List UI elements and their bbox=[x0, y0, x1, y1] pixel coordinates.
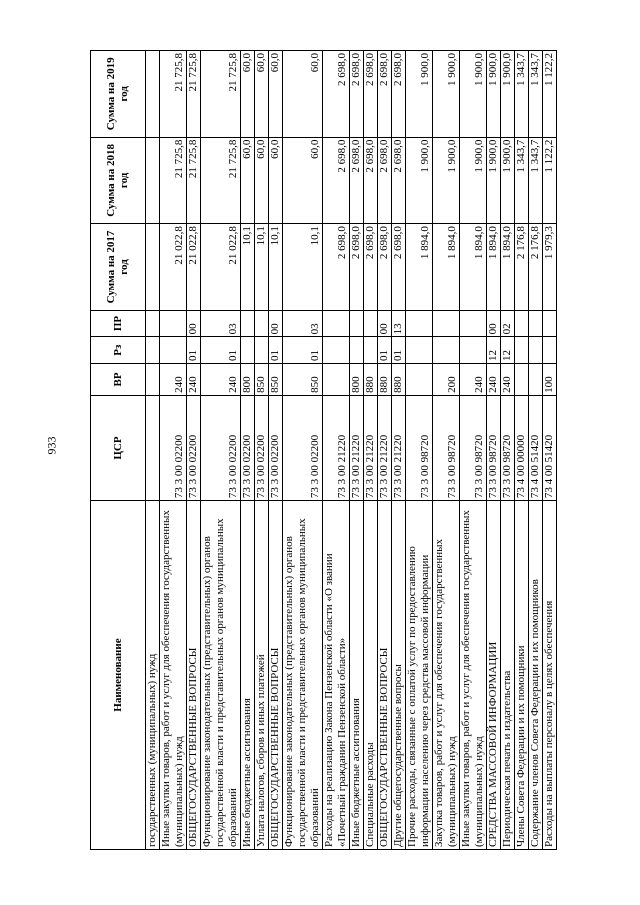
cell-vr: 240 bbox=[487, 363, 501, 395]
cell-2018: 21 725,8 bbox=[160, 137, 187, 224]
cell-name: ОБЩЕГОСУДАРСТВЕННЫЕ ВОПРОСЫ bbox=[187, 501, 201, 850]
cell-pr bbox=[515, 310, 529, 337]
cell-name: Периодическая печать и издательства bbox=[501, 501, 515, 850]
cell-2018: 1 900,0 bbox=[433, 137, 460, 224]
cell-2019: 1 900,0 bbox=[433, 51, 460, 138]
cell-2017: 2 698,0 bbox=[364, 224, 378, 311]
cell-2018: 1 900,0 bbox=[501, 137, 515, 224]
table-row bbox=[350, 51, 364, 850]
header-csr: ЦСР bbox=[91, 395, 146, 500]
cell-2017: 1 894,0 bbox=[460, 224, 487, 311]
cell-pr bbox=[323, 310, 350, 337]
cell-2017: 1 894,0 bbox=[433, 224, 460, 311]
table-row bbox=[378, 51, 392, 850]
cell-pr: 03 bbox=[283, 310, 323, 337]
cell-vr: 880 bbox=[364, 363, 378, 395]
cell-rz bbox=[323, 337, 350, 364]
table-row bbox=[146, 51, 160, 850]
cell-vr: 240 bbox=[160, 363, 187, 395]
cell-csr: 73 4 00 51420 bbox=[529, 395, 543, 500]
table-row bbox=[543, 51, 557, 850]
cell-2018: 2 698,0 bbox=[323, 137, 350, 224]
cell-2019: 2 698,0 bbox=[350, 51, 364, 138]
cell-rz bbox=[543, 337, 557, 364]
cell-2018: 2 698,0 bbox=[392, 137, 406, 224]
cell-name: Иные закупки товаров, работ и услуг для обеспечения государственных (муниципальных) нужд bbox=[460, 501, 487, 850]
cell-vr bbox=[323, 363, 350, 395]
cell-2018: 1 122,2 bbox=[543, 137, 557, 224]
cell-vr: 850 bbox=[269, 363, 283, 395]
cell-csr: 73 3 00 02200 bbox=[269, 395, 283, 500]
cell-csr: 73 4 00 51420 bbox=[543, 395, 557, 500]
cell-2019: 1 900,0 bbox=[406, 51, 433, 138]
table-row bbox=[433, 51, 460, 850]
cell-2018: 21 725,8 bbox=[187, 137, 201, 224]
cell-vr bbox=[146, 363, 160, 395]
cell-2019: 60,0 bbox=[255, 51, 269, 138]
cell-csr: 73 3 00 21220 bbox=[392, 395, 406, 500]
cell-2018: 1 343,7 bbox=[515, 137, 529, 224]
cell-2019: 2 698,0 bbox=[364, 51, 378, 138]
header-vr: ВР bbox=[91, 363, 146, 395]
cell-2017: 2 698,0 bbox=[323, 224, 350, 311]
table-row bbox=[501, 51, 515, 850]
cell-vr bbox=[406, 363, 433, 395]
table-row bbox=[460, 51, 487, 850]
cell-rz bbox=[406, 337, 433, 364]
cell-2018: 2 698,0 bbox=[350, 137, 364, 224]
header-row bbox=[91, 51, 146, 850]
table-row bbox=[364, 51, 378, 850]
cell-2018: 60,0 bbox=[241, 137, 255, 224]
cell-pr bbox=[146, 310, 160, 337]
cell-2019: 21 725,8 bbox=[187, 51, 201, 138]
cell-name: Иные бюджетные ассигнования bbox=[350, 501, 364, 850]
cell-rz bbox=[241, 337, 255, 364]
cell-2019: 21 725,8 bbox=[201, 51, 241, 138]
cell-2018: 60,0 bbox=[255, 137, 269, 224]
header-2018: Сумма на 2018 год bbox=[91, 137, 146, 224]
cell-2019: 1 900,0 bbox=[501, 51, 515, 138]
cell-name: государственных (муниципальных) нужд bbox=[146, 501, 160, 850]
cell-csr: 73 3 00 21220 bbox=[323, 395, 350, 500]
cell-vr: 240 bbox=[201, 363, 241, 395]
cell-name: Расходы на реализацию Закона Пензенской области «О звании «Почетный гражданин Пензенской области» bbox=[323, 501, 350, 850]
cell-pr bbox=[406, 310, 433, 337]
cell-pr bbox=[529, 310, 543, 337]
cell-pr bbox=[433, 310, 460, 337]
cell-2019 bbox=[146, 51, 160, 138]
table-row bbox=[323, 51, 350, 850]
cell-2018: 21 725,8 bbox=[201, 137, 241, 224]
cell-csr: 73 3 00 02200 bbox=[283, 395, 323, 500]
cell-vr: 240 bbox=[501, 363, 515, 395]
cell-vr: 800 bbox=[350, 363, 364, 395]
cell-2017 bbox=[146, 224, 160, 311]
cell-csr: 73 3 00 98720 bbox=[487, 395, 501, 500]
cell-rz bbox=[146, 337, 160, 364]
cell-2019: 2 698,0 bbox=[378, 51, 392, 138]
cell-csr: 73 3 00 02200 bbox=[160, 395, 187, 500]
cell-2017: 2 698,0 bbox=[392, 224, 406, 311]
cell-rz: 12 bbox=[501, 337, 515, 364]
cell-2017: 21 022,8 bbox=[201, 224, 241, 311]
cell-rz bbox=[515, 337, 529, 364]
cell-rz bbox=[460, 337, 487, 364]
cell-2018: 1 343,7 bbox=[529, 137, 543, 224]
table-row bbox=[529, 51, 543, 850]
cell-pr bbox=[241, 310, 255, 337]
cell-pr bbox=[255, 310, 269, 337]
cell-name: Функционирование законодательных (представительных) органов государственной власти и представительных органов муниципальных образований bbox=[201, 501, 241, 850]
cell-name: ОБЩЕГОСУДАРСТВЕННЫЕ ВОПРОСЫ bbox=[269, 501, 283, 850]
table-row bbox=[160, 51, 187, 850]
cell-name: СРЕДСТВА МАССОВОЙ ИНФОРМАЦИИ bbox=[487, 501, 501, 850]
cell-name: Специальные расходы bbox=[364, 501, 378, 850]
cell-pr: 00 bbox=[487, 310, 501, 337]
cell-2017: 21 022,8 bbox=[160, 224, 187, 311]
cell-name: Закупка товаров, работ и услуг для обеспечения государственных (муниципальных) нужд bbox=[433, 501, 460, 850]
cell-csr: 73 3 00 21220 bbox=[364, 395, 378, 500]
cell-2018: 60,0 bbox=[283, 137, 323, 224]
cell-rz: 01 bbox=[201, 337, 241, 364]
cell-csr: 73 3 00 98720 bbox=[433, 395, 460, 500]
cell-csr: 73 3 00 98720 bbox=[460, 395, 487, 500]
cell-csr: 73 3 00 02200 bbox=[201, 395, 241, 500]
rotated-table-container bbox=[90, 50, 572, 850]
cell-name: Содержание членов Совета Федерации и их помощников bbox=[529, 501, 543, 850]
cell-2017: 2 176,8 bbox=[529, 224, 543, 311]
cell-2017: 1 979,3 bbox=[543, 224, 557, 311]
table-row bbox=[255, 51, 269, 850]
cell-vr bbox=[515, 363, 529, 395]
cell-2017: 2 698,0 bbox=[378, 224, 392, 311]
cell-name: ОБЩЕГОСУДАРСТВЕННЫЕ ВОПРОСЫ bbox=[378, 501, 392, 850]
cell-rz: 01 bbox=[269, 337, 283, 364]
table-row bbox=[187, 51, 201, 850]
cell-pr bbox=[364, 310, 378, 337]
cell-2019: 21 725,8 bbox=[160, 51, 187, 138]
table-row bbox=[406, 51, 433, 850]
cell-name: Другие общегосударственные вопросы bbox=[392, 501, 406, 850]
cell-2017: 10,1 bbox=[283, 224, 323, 311]
cell-2019: 2 698,0 bbox=[392, 51, 406, 138]
header-rz: Рз bbox=[91, 337, 146, 364]
table-row bbox=[487, 51, 501, 850]
cell-rz: 12 bbox=[487, 337, 501, 364]
cell-name: Члены Совета Федерации и их помощники bbox=[515, 501, 529, 850]
cell-csr: 73 3 00 98720 bbox=[406, 395, 433, 500]
cell-vr: 880 bbox=[378, 363, 392, 395]
cell-csr: 73 3 00 98720 bbox=[501, 395, 515, 500]
cell-vr: 800 bbox=[241, 363, 255, 395]
cell-rz bbox=[255, 337, 269, 364]
cell-csr: 73 3 00 02200 bbox=[241, 395, 255, 500]
cell-vr: 850 bbox=[255, 363, 269, 395]
cell-rz bbox=[529, 337, 543, 364]
cell-2018: 2 698,0 bbox=[378, 137, 392, 224]
cell-name: Иные закупки товаров, работ и услуг для обеспечения государственных (муниципальных) нужд bbox=[160, 501, 187, 850]
cell-pr bbox=[543, 310, 557, 337]
cell-2017: 10,1 bbox=[255, 224, 269, 311]
header-2019: Сумма на 2019 год bbox=[91, 51, 146, 138]
cell-pr: 00 bbox=[269, 310, 283, 337]
cell-2019: 2 698,0 bbox=[323, 51, 350, 138]
cell-2017: 10,1 bbox=[241, 224, 255, 311]
cell-pr bbox=[160, 310, 187, 337]
cell-pr bbox=[350, 310, 364, 337]
cell-2017: 2 176,8 bbox=[515, 224, 529, 311]
table-body bbox=[146, 51, 557, 850]
cell-vr bbox=[529, 363, 543, 395]
header-name: Наименование bbox=[91, 501, 146, 850]
cell-2019: 1 122,2 bbox=[543, 51, 557, 138]
cell-rz bbox=[433, 337, 460, 364]
cell-csr: 73 4 00 00000 bbox=[515, 395, 529, 500]
cell-2019: 1 343,7 bbox=[515, 51, 529, 138]
cell-2018: 1 900,0 bbox=[487, 137, 501, 224]
cell-2019: 60,0 bbox=[269, 51, 283, 138]
cell-2017: 1 894,0 bbox=[406, 224, 433, 311]
page-number: 933 bbox=[44, 436, 59, 455]
cell-vr: 850 bbox=[283, 363, 323, 395]
cell-csr: 73 3 00 02200 bbox=[255, 395, 269, 500]
cell-pr: 00 bbox=[378, 310, 392, 337]
cell-rz bbox=[160, 337, 187, 364]
cell-rz bbox=[350, 337, 364, 364]
cell-rz bbox=[364, 337, 378, 364]
header-pr: ПР bbox=[91, 310, 146, 337]
cell-vr: 100 bbox=[543, 363, 557, 395]
header-2017: Сумма на 2017 год bbox=[91, 224, 146, 311]
cell-2017: 2 698,0 bbox=[350, 224, 364, 311]
cell-2018: 60,0 bbox=[269, 137, 283, 224]
cell-pr: 03 bbox=[201, 310, 241, 337]
cell-name: Прочие расходы, связанные с оплатой услуг по предоставлению информации населению через средства массовой информации bbox=[406, 501, 433, 850]
cell-2018: 1 900,0 bbox=[406, 137, 433, 224]
cell-vr: 880 bbox=[392, 363, 406, 395]
budget-table bbox=[90, 50, 557, 850]
cell-name: Иные бюджетные ассигнования bbox=[241, 501, 255, 850]
table-row bbox=[392, 51, 406, 850]
cell-2019: 1 900,0 bbox=[460, 51, 487, 138]
cell-2017: 1 894,0 bbox=[487, 224, 501, 311]
cell-2019: 1 343,7 bbox=[529, 51, 543, 138]
cell-rz: 01 bbox=[283, 337, 323, 364]
cell-2017: 21 022,8 bbox=[187, 224, 201, 311]
cell-2017: 10,1 bbox=[269, 224, 283, 311]
cell-rz: 01 bbox=[392, 337, 406, 364]
cell-csr: 73 3 00 02200 bbox=[187, 395, 201, 500]
cell-name: Уплата налогов, сборов и иных платежей bbox=[255, 501, 269, 850]
cell-csr: 73 3 00 21220 bbox=[378, 395, 392, 500]
cell-rz: 01 bbox=[187, 337, 201, 364]
cell-pr: 00 bbox=[187, 310, 201, 337]
cell-2018: 1 900,0 bbox=[460, 137, 487, 224]
cell-vr: 240 bbox=[187, 363, 201, 395]
cell-pr: 13 bbox=[392, 310, 406, 337]
cell-csr bbox=[146, 395, 160, 500]
cell-pr: 02 bbox=[501, 310, 515, 337]
cell-name: Функционирование законодательных (представительных) органов государственной власти и представительных органов муниципальных образований bbox=[283, 501, 323, 850]
cell-name: Расходы на выплаты персоналу в целях обеспечения bbox=[543, 501, 557, 850]
cell-2018 bbox=[146, 137, 160, 224]
cell-csr: 73 3 00 21220 bbox=[350, 395, 364, 500]
cell-rz: 01 bbox=[378, 337, 392, 364]
cell-2017: 1 894,0 bbox=[501, 224, 515, 311]
table-row bbox=[269, 51, 283, 850]
cell-2019: 1 900,0 bbox=[487, 51, 501, 138]
cell-2018: 2 698,0 bbox=[364, 137, 378, 224]
cell-vr: 200 bbox=[433, 363, 460, 395]
cell-2019: 60,0 bbox=[241, 51, 255, 138]
table-row bbox=[515, 51, 529, 850]
table-row bbox=[241, 51, 255, 850]
cell-2019: 60,0 bbox=[283, 51, 323, 138]
table-row bbox=[283, 51, 323, 850]
table-row bbox=[201, 51, 241, 850]
cell-vr: 240 bbox=[460, 363, 487, 395]
cell-pr bbox=[460, 310, 487, 337]
